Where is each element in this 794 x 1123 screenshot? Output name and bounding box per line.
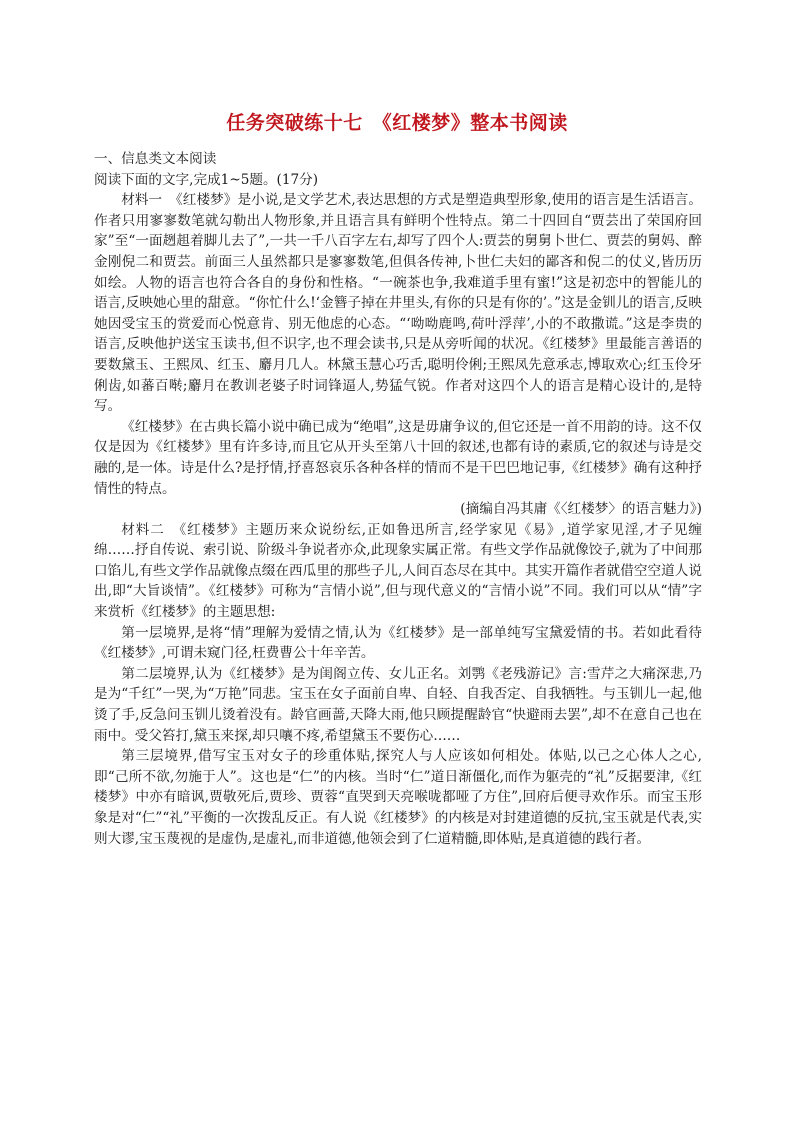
material1-paragraph-2: 《红楼梦》在古典长篇小说中确已成为“绝唱”,这是毋庸争议的,但它还是一首不用韵的诗。这不仅仅是因为《红楼梦》里有许多诗,而且它从开头至第八十回的叙述,也都有诗的素质,它的叙述与诗是交融的,是一体。诗是什么?是抒情,抒喜怒哀乐各种各样的情而不是干巴巴地记事,《红楼梦》确有这种抒情性的特点。 [94, 418, 702, 497]
page-title: 任务突破练十七 《红楼梦》整本书阅读 [226, 112, 568, 134]
material1-paragraph-1: 材料一 《红楼梦》是小说,是文学艺术,表达思想的方式是塑造典型形象,使用的语言是生活语言。作者只用寥寥数笔就勾勒出人物形象,并且语言具有鲜明个性特点。第二十四回自“贾芸出了荣国府回家”至“一面趔趄着脚儿去了”,一共一千八百字左右,却写了四个人:贾芸的舅舅卜世仁、贾芸的舅妈、醉金刚倪二和贾芸。前面三人虽然都只是寥寥数笔,但俱各传神,卜世仁夫妇的鄙吝和倪二的仗义,皆历历如绘。人物的语言也符合各自的身份和性格。“一碗茶也争,我难道手里有蜜!”这是初恋中的智能儿的语言,反映她心里的甜意。“你忙什么!‘金簪子掉在井里头,有你的只是有你的’。”这是金钏儿的语言,反映她因受宝玉的赏爱而心悦意肯、别无他虑的心态。“‘呦呦鹿鸣,荷叶浮萍’,小的不敢撒谎。”这是李贵的语言,反映他护送宝玉读书,但不识字,也不理会读书,只是从旁听闻的状况。《红楼梦》里最能言善语的要数黛玉、王熙凤、红玉、麝月几人。林黛玉慧心巧舌,聪明伶俐;王熙凤先意承志,博取欢心;红玉伶牙俐齿,如蕃百啭;麝月在教训老婆子时词锋逼人,势猛气锐。作者对这四个人的语言是精心设计的,是特写。 [94, 192, 702, 415]
material2-paragraph-1: 材料二 《红楼梦》主题历来众说纷纭,正如鲁迅所言,经学家见《易》,道学家见淫,才子见缠绵……抒自传说、索引说、阶级斗争说者亦众,此现象实属正常。有些文学作品就像饺子,就为了中间那口馅儿,有些文学作品就像点缀在西瓜里的那些子儿,人间百态尽在其中。其实开篇作者就借空空道人说出,即“大旨谈情”。《红楼梦》可称为“言情小说”,但与现代意义的“言情小说”不同。我们可以从“情”字来赏析《红楼梦》的主题思想: [94, 521, 702, 621]
instruction: 阅读下面的文字,完成1~5题。(17分) [94, 171, 319, 188]
material2-paragraph-2: 第一层境界,是将“情”理解为爱情之情,认为《红楼梦》是一部单纯写宝黛爱情的书。若如此看待《红楼梦》,可谓未窥门径,枉费曹公十年辛苦。 [94, 624, 702, 662]
material2-paragraph-3: 第二层境界,认为《红楼梦》是为闺阁立传、女儿正名。刘鹗《老残游记》言:雪芹之大痛深悲,乃是为“千红”一哭,为“万艳”同悲。宝玉在女子面前自卑、自轻、自我否定、自我牺牲。与玉钏儿一起,他烫了手,反急问玉钏儿烫着没有。龄官画蔷,天降大雨,他只顾提醒龄官“快避雨去罢”,却不在意自己也在雨中。受父笞打,黛玉来探,却只嚷不疼,希望黛玉不要伤心…… [94, 665, 702, 744]
section-heading: 一、信息类文本阅读 [94, 151, 217, 167]
material2-paragraph-4: 第三层境界,借写宝玉对女子的珍重体贴,探究人与人应该如何相处。体贴,以己之心体人之心,即“己所不欲,勿施于人”。这也是“仁”的内核。当时“仁”道日渐僵化,而作为躯壳的“礼”反据要津,《红楼梦》中亦有暗讽,贾敬死后,贾珍、贾蓉“直哭到天亮喉咙都哑了方住”,回府后便寻欢作乐。而宝玉形象是对“仁”“礼”平衡的一次拨乱反正。有人说《红楼梦》的内核是对封建道德的反抗,宝玉就是代表,实则大谬,宝玉蔑视的是虚伪,是虚礼,而非道德,他领会到了仁道精髓,即体贴,是真道德的践行者。 [94, 748, 702, 847]
material1-source: (摘编自冯其庸《〈红楼梦〉的语言魅力》) [460, 501, 702, 518]
document-body [94, 149, 702, 849]
